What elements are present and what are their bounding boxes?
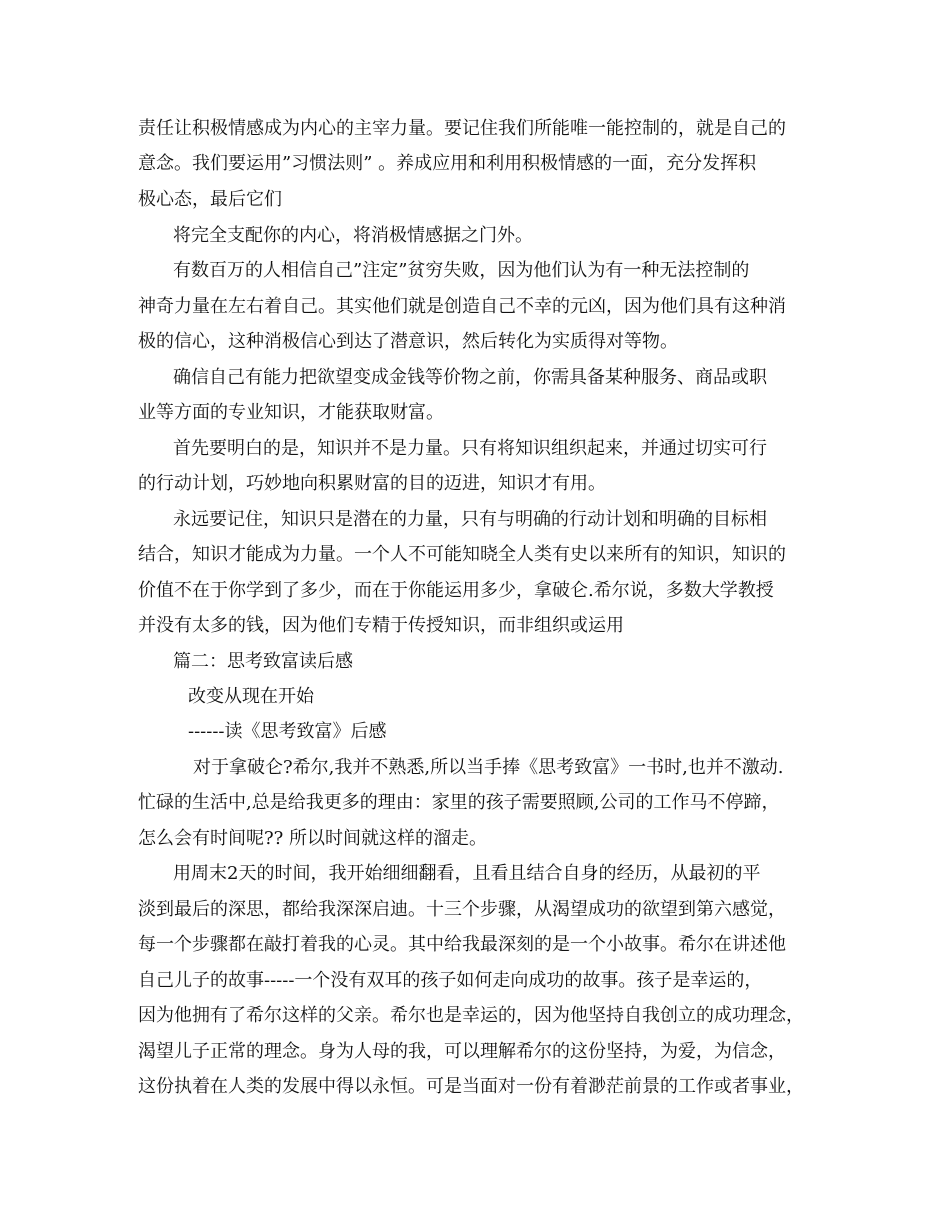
- text-line: 每一个步骤都在敲打着我的心灵。其中给我最深刻的是一个小故事。希尔在讲述他: [138, 934, 786, 955]
- text-line: 的行动计划，巧妙地向积累财富的目的迈进，知识才有用。: [138, 473, 606, 494]
- text-line: 有数百万的人相信自己”注定”贫穷失败，因为他们认为有一种无法控制的: [173, 260, 750, 281]
- text-line: 结合，知识才能成为力量。一个人不可能知晓全人类有史以来所有的知识，知识的: [138, 544, 786, 565]
- text-line: 自己儿子的故事-----一个没有双耳的孩子如何走向成功的故事。孩子是幸运的，: [138, 970, 763, 991]
- text-line: 确信自己有能力把欲望变成金钱等价物之前，你需具备某种服务、商品或职: [173, 367, 767, 388]
- text-line: 淡到最后的深思，都给我深深启迪。十三个步骤，从渴望成功的欲望到第六感觉，: [138, 899, 786, 920]
- text-line: 业等方面的专业知识，才能获取财富。: [138, 402, 444, 423]
- text-line: 神奇力量在左右着自己。其实他们就是创造自己不幸的元凶，因为他们具有这种消: [138, 296, 786, 317]
- text-line: 极的信心，这种消极信心到达了潜意识，然后转化为实质得对等物。: [138, 331, 678, 352]
- article-subtitle: ------读《思考致富》后感: [188, 721, 387, 742]
- text-line: 将完全支配你的内心，将消极情感据之门外。: [173, 225, 533, 246]
- text-line: 责任让积极情感成为内心的主宰力量。要记住我们所能唯一能控制的，就是自己的: [138, 118, 786, 139]
- text-line: 怎么会有时间呢?? 所以时间就这样的溜走。: [138, 828, 488, 849]
- text-line: 渴望儿子正常的理念。身为人母的我，可以理解希尔的这份坚持，为爱，为信念，: [138, 1041, 786, 1062]
- text-line: 对于拿破仑?希尔,我并不熟悉,所以当手捧《思考致富》一书时,也并不激动.: [193, 757, 784, 778]
- section-heading: 篇二：思考致富读后感: [173, 651, 353, 672]
- text-line: 价值不在于你学到了多少，而在于你能运用多少，拿破仑.希尔说，多数大学教授: [138, 580, 774, 601]
- text-line: 首先要明白的是，知识并不是力量。只有将知识组织起来，并通过切实可行: [173, 438, 767, 459]
- text-line: 意念。我们要运用”习惯法则” 。养成应用和利用积极情感的一面，充分发挥积: [138, 153, 757, 174]
- text-line: 极心态，最后它们: [138, 189, 282, 210]
- text-line: 用周末2天的时间，我开始细细翻看，且看且结合自身的经历，从最初的平: [173, 863, 761, 884]
- text-line: 忙碌的生活中,总是给我更多的理由：家里的孩子需要照顾,公司的工作马不停蹄，: [138, 792, 780, 813]
- article-title: 改变从现在开始: [188, 686, 314, 707]
- text-line: 并没有太多的钱，因为他们专精于传授知识，而非组织或运用: [138, 615, 624, 636]
- text-line: 永远要记住，知识只是潜在的力量，只有与明确的行动计划和明确的目标相: [173, 509, 767, 530]
- text-line: 这份执着在人类的发展中得以永恒。可是当面对一份有着渺茫前景的工作或者事业，: [138, 1076, 804, 1097]
- text-line: 因为他拥有了希尔这样的父亲。希尔也是幸运的，因为他坚持自我创立的成功理念，: [138, 1005, 804, 1026]
